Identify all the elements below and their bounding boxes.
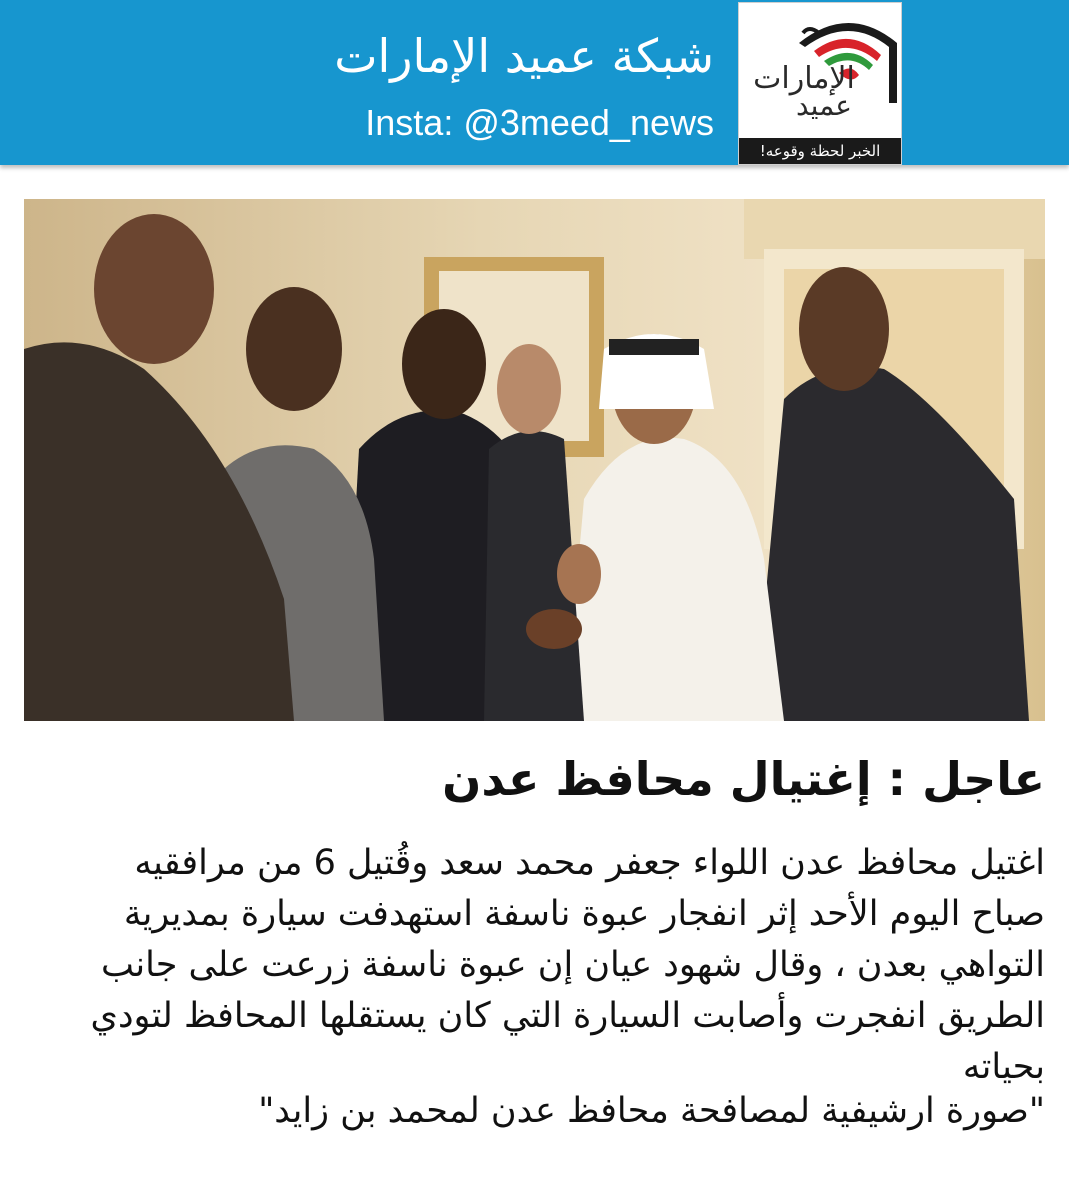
article-body: اغتيل محافظ عدن اللواء جعفر محمد سعد وقُتيل 6 من مرافقيه صباح اليوم الأحد إثر انفجار عبوة ناسفة استهدفت سيارة بمديرية التواهي بعدن ، وقال شهود عيان إن عبوة ناسفة زرعت على جانب الطريق انفجرت وأصابت السيارة التي كان يستقلها المحافظ لتودي بحياته — [90, 843, 1045, 1087]
channel-title: شبكة عميد الإمارات — [334, 29, 714, 83]
logo-tagline: الخبر لحظة وقوعه! — [739, 138, 901, 164]
photo-scene — [24, 199, 1045, 721]
news-photo — [24, 199, 1045, 721]
logo-text-emirates: الإمارات — [753, 61, 855, 96]
photo-caption: "صورة ارشيفية لمصافحة محافظ عدن لمحمد بن زايد" — [258, 1091, 1045, 1131]
article-headline: عاجل : إغتيال محافظ عدن — [442, 752, 1045, 806]
instagram-handle: Insta: @3meed_news — [365, 102, 714, 143]
logo-text-ameed: عميد — [795, 89, 853, 122]
header-bar — [0, 0, 1069, 165]
channel-logo — [738, 2, 902, 165]
